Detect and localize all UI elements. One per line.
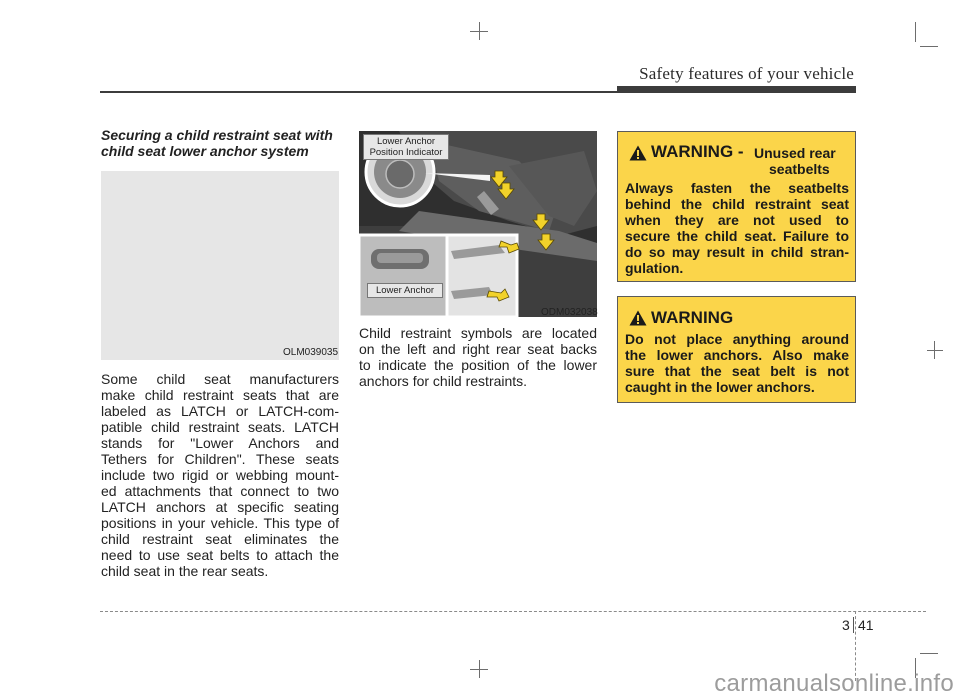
warning-triangle-icon	[629, 310, 647, 326]
warning-subtitle: Unused rear	[754, 145, 836, 161]
text-line: anchors for child restraints.	[359, 373, 528, 389]
text-line: stands for "Lower Anchors and	[101, 435, 339, 451]
warning-line: sure that the seat belt is not	[625, 363, 849, 379]
warning-line: do so may result in child stran-	[625, 244, 849, 260]
callout-line: Lower Anchor	[376, 136, 436, 147]
warning-title: WARNING	[651, 308, 734, 327]
crop-mark-right-horizontal	[927, 350, 943, 351]
text-line: need to use seat belts to attach the	[101, 547, 339, 563]
callout-lower-anchor-position-indicator	[363, 134, 449, 160]
rear-seat-photo	[359, 131, 597, 317]
text-line: Tethers for Children". These seats	[101, 451, 339, 467]
text-line: labeled as LATCH or LATCH-com-	[101, 403, 339, 419]
watermark: carmanualsonline.info	[714, 670, 954, 697]
text-line: child seat in the rear seats.	[101, 563, 269, 579]
warning-line: Do not place anything around	[625, 331, 849, 347]
warning-line: Always fasten the seatbelts	[625, 180, 849, 196]
crop-mark-bottom-horizontal	[470, 669, 488, 670]
header-rule-accent	[617, 86, 856, 93]
warning-line: behind the child restraint seat	[625, 196, 849, 212]
image-code: ODM032038	[541, 307, 598, 318]
warning-subtitle: seatbelts	[769, 161, 830, 177]
page-number: 41	[858, 617, 874, 633]
section-title: Safety features of your vehicle	[639, 64, 854, 83]
image-code: OLM039035	[283, 347, 339, 358]
warning-line: secure the child seat. Failure to	[625, 228, 849, 244]
child-seat-photo	[101, 171, 339, 360]
callout-lower-anchor: Lower Anchor	[367, 283, 443, 298]
subheading: Securing a child restraint seat with child seat lower anchor system	[101, 127, 333, 159]
crop-mark-top-horizontal	[470, 31, 488, 32]
warning-box-lower-anchors	[617, 296, 856, 403]
page-number-divider	[853, 617, 854, 633]
warning-line: when they are not used to	[625, 212, 849, 228]
text-line: Child restraint symbols are located	[359, 325, 597, 341]
chapter-number: 3	[842, 617, 850, 633]
corner-mark-top-h	[920, 46, 938, 47]
warning-line: gulation.	[625, 260, 684, 276]
corner-mark-top-v	[915, 22, 916, 42]
corner-mark-bottom-h	[920, 653, 938, 654]
text-line: child restraint seat eliminates the	[101, 531, 339, 547]
footer-dashed-rule	[100, 611, 926, 612]
text-line: make child restraint seats that are	[101, 387, 339, 403]
text-line: ed attachments that connect to two	[101, 483, 339, 499]
text-line: include two rigid or webbing mount-	[101, 467, 339, 483]
text-line: positions in your vehicle. This type of	[101, 515, 339, 531]
text-line: patible child restraint seats. LATCH	[101, 419, 339, 435]
text-line: Some child seat manufacturers	[101, 371, 339, 387]
text-line: on the left and right rear seat backs	[359, 341, 597, 357]
callout-line: Position Indicator	[369, 147, 443, 158]
text-line: LATCH anchors at specific seating	[101, 499, 339, 515]
warning-line: caught in the lower anchors.	[625, 379, 815, 395]
warning-line: the lower anchors. Also make	[625, 347, 849, 363]
text-line: to indicate the position of the lower	[359, 357, 597, 373]
warning-title: WARNING -	[651, 142, 744, 161]
warning-triangle-icon	[629, 145, 647, 161]
warning-box-unused-seatbelts	[617, 131, 856, 282]
